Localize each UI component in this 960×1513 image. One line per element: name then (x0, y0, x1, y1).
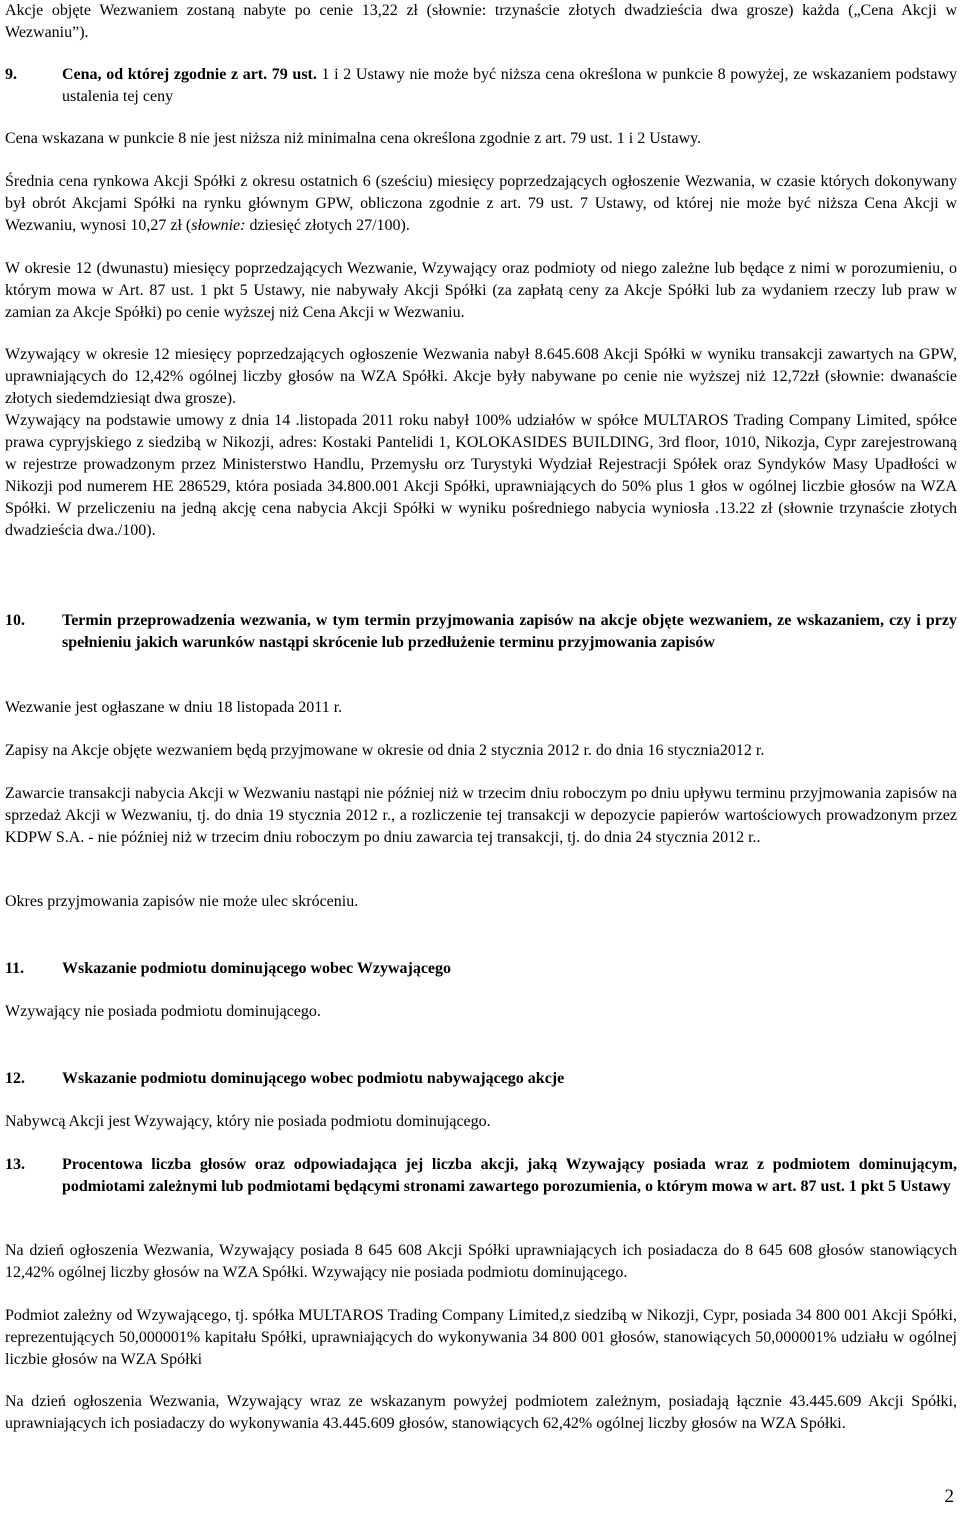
section-12-title: Wskazanie podmiotu dominującego wobec podmiotu nabywającego akcje (62, 1070, 565, 1087)
paragraph-total: Na dzień ogłoszenia Wezwania, Wzywający wraz ze wskazanym powyżej podmiotem zależnym, posiadają łącznie 43.445.609 Akcji Spółki, uprawniających ich posiadaczy do wykonywania 43.445.609 głosów, stanowiących 62,42% ogólnej liczby głosów na WZA Spółki. (5, 1393, 957, 1432)
paragraph-acquirer: Nabywcą Akcji jest Wzywający, który nie posiada podmiotu dominującego. (5, 1113, 491, 1130)
section-13-number: 13. (5, 1156, 25, 1173)
average-price-text-end: dziesięć złotych 27/100). (245, 217, 410, 234)
section-9-number: 9. (5, 66, 17, 83)
section-11-title: Wskazanie podmiotu dominującego wobec Wzywającego (62, 960, 452, 977)
section-12-number: 12. (5, 1070, 25, 1087)
average-price-text: Średnia cena rynkowa Akcji Spółki z okresu ostatnich 6 (sześciu) miesięcy poprzedzających ogłoszenie Wezwania, w czasie których dokonywany był obrót Akcjami Spółki na rynku głównym GPW, obliczona zgodnie z art. 79 ust. 7 Ustawy, od której nie może być niższa Cena Akcji w Wezwaniu, wynosi 10,27 zł ( (5, 173, 957, 234)
paragraph-subsidiary: Podmiot zależny od Wzywającego, tj. spółka MULTAROS Trading Company Limited,z siedzibą w Nikozji, Cypr, posiada 34 800 001 Akcji Spółki, reprezentujących 50,000001% kapitału Spółki, uprawniających do wykonywania 34 800 001 głosów, stanowiących 50,000001% udziału w ogólnej liczbie głosów na WZA Spółki (5, 1307, 957, 1368)
page-number: 2 (944, 1486, 954, 1507)
paragraph-multaros: Wzywający na podstawie umowy z dnia 14 .listopada 2011 roku nabył 100% udziałów w spółce MULTAROS Trading Company Limited, spółce prawa cypryjskiego z siedzibą w Nikozji, adres: Kostaki Pantelidi 1, KOLOKASIDES BUILDING, 3rd floor, 1010, Nikozja, Cypr zarejestrowaną w rejestrze prowadzonym przez Ministerstwo Handlu, Przemysłu orz Turystyki Wydział Rejestracji Spółek oraz Syndyków Masy Upadłości w Nikozji pod numerem HE 286529, która posiada 34.800.001 Akcji Spółki, uprawniających do 50% plus 1 głos w ogólnej liczbie głosów na WZA Spółki. W przeliczeniu na jedną akcję cena nabycia Akcji Spółki w wyniku pośredniego nabycia wyniosła .13.22 zł (słownie trzynaście złotych dwadzieścia dwa./100). (5, 412, 957, 539)
section-11-number: 11. (5, 960, 25, 977)
paragraph-acquired: Wzywający w okresie 12 miesięcy poprzedzających ogłoszenie Wezwania nabył 8.645.608 Akcji Spółki w wyniku transakcji zawartych na GPW, uprawniających do 12,42% ogólnej liczby głosów na WZA Spółki. Akcje były nabywane po cenie nie wyższej niż 12,72zł (słownie: dwanaście złotych siedemdziesiąt dwa grosze). (5, 346, 957, 407)
section-10-number: 10. (5, 612, 25, 629)
section-11 (5, 958, 957, 980)
paragraph-transaction: Zawarcie transakcji nabycia Akcji w Wezwaniu nastąpi nie później niż w trzecim dniu roboczym po dniu upływu terminu przyjmowania zapisów na sprzedaż Akcji w Wezwaniu, tj. do dnia 19 stycznia 2012 r., a rozliczenie tej transakcji w depozycie papierów wartościowych prowadzonym przez KDPW S.A. - nie później niż w trzecim dniu roboczym po dniu zawarcia tej transakcji, tj. do dnia 24 stycznia 2012 r.. (5, 785, 957, 846)
section-13-title: Procentowa liczba głosów oraz odpowiadająca jej liczba akcji, jaką Wzywający posiada wraz z podmiotem dominującym, podmiotami zależnymi lub podmiotami będącymi stronami zawartego porozumienia, o którym mowa w art. 87 ust. 1 pkt 5 Ustawy (62, 1156, 957, 1195)
section-9-title (62, 64, 957, 108)
paragraph-announcement-date: Wezwanie jest ogłaszane w dniu 18 listopada 2011 r. (5, 699, 343, 716)
section-9-title-bold: Cena, od której zgodnie z art. 79 ust. (62, 66, 317, 83)
section-12 (5, 1068, 957, 1090)
paragraph-votes: Na dzień ogłoszenia Wezwania, Wzywający posiada 8 645 608 Akcji Spółki uprawniających ich posiadacza do 8 645 608 głosów stanowiących 12,42% ogólnej liczby głosów na WZA Spółki. Wzywający nie posiada podmiotu dominującego. (5, 1242, 957, 1281)
paragraph-12-months: W okresie 12 (dwunastu) miesięcy poprzedzających Wezwanie, Wzywający oraz podmioty od niego zależne lub będące z nimi w porozumieniu, o którym mowa w Art. 87 ust. 1 pkt 5 Ustawy, nie nabywały Akcji Spółki (za zapłatą ceny za Akcje Spółki lub za wydaniem rzeczy lub praw w zamian za Akcje Spółki) po cenie wyższej niż Cena Akcji w Wezwaniu. (5, 260, 957, 321)
paragraph-subscription-period: Zapisy na Akcje objęte wezwaniem będą przyjmowane w okresie od dnia 2 stycznia 2012 r. do dnia 16 stycznia2012 r. (5, 742, 765, 759)
paragraph-average-price (5, 171, 957, 237)
section-13 (5, 1154, 957, 1198)
section-9-title-rest: 1 i 2 Ustawy nie może być niższa cena określona w punkcie 8 powyżej, ze wskazaniem podstawy ustalenia tej ceny (62, 66, 958, 105)
paragraph-price: Akcje objęte Wezwaniem zostaną nabyte po cenie 13,22 zł (słownie: trzynaście złotych dwadzieścia dwa grosze) każda („Cena Akcji w Wezwaniu”). (5, 2, 957, 41)
paragraph-min-price: Cena wskazana w punkcie 8 nie jest niższa niż minimalna cena określona zgodnie z art. 79 ust. 1 i 2 Ustawy. (5, 130, 702, 147)
average-price-italic: słownie: (191, 217, 246, 234)
section-9 (5, 64, 957, 108)
section-10-title: Termin przeprowadzenia wezwania, w tym termin przyjmowania zapisów na akcje objęte wezwaniem, ze wskazaniem, czy i przy spełnieniu jakich warunków nastąpi skrócenie lub przedłużenie terminu przyjmowania zapisów (62, 612, 957, 651)
paragraph-no-shortening: Okres przyjmowania zapisów nie może ulec skróceniu. (5, 893, 359, 910)
paragraph-no-dominant: Wzywający nie posiada podmiotu dominującego. (5, 1003, 321, 1020)
section-10 (5, 610, 957, 654)
